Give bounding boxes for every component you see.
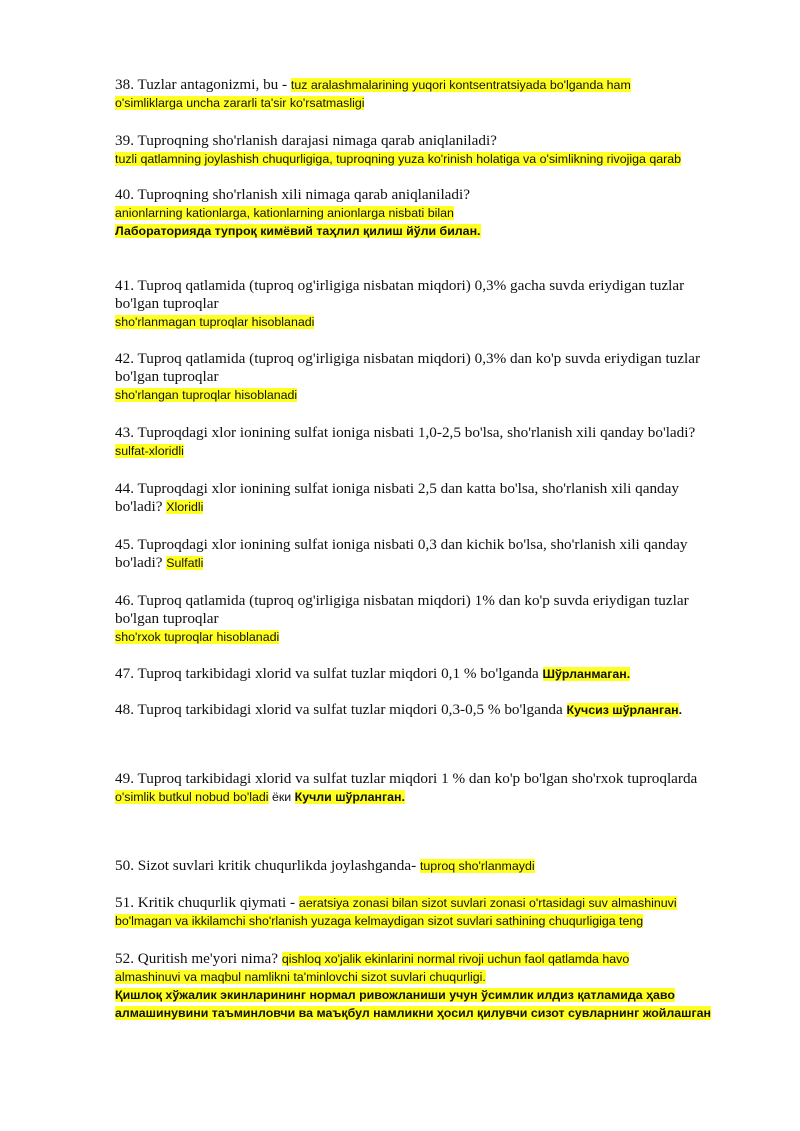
question-text: 48. Tuproq tarkibidagi xlorid va sulfat tuzlar miqdori 0,3-0,5 % bo'lganda — [115, 701, 567, 718]
answer-highlight: almashinuvi va maqbul namlikni ta'minlovchi sizot suvlari chuqurligi. — [115, 970, 486, 984]
question-text: bo'lgan tuproqlar — [115, 295, 219, 312]
question-43 — [115, 424, 745, 460]
answer-highlight: sulfat-xloridli — [115, 444, 184, 458]
answer-period: . — [678, 703, 683, 717]
question-46 — [115, 592, 745, 646]
question-44 — [115, 480, 745, 516]
question-text: 40. Tuproqning sho'rlanish xili nimaga qarab aniqlaniladi? — [115, 186, 470, 203]
answer-highlight: Sulfatli — [166, 556, 204, 570]
question-text: 38. Tuzlar antagonizmi, bu - — [115, 76, 291, 93]
answer-highlight-bold: Лабораторияда тупроқ кимёвий таҳлил қилиш йўли билан. — [115, 224, 481, 238]
question-39 — [115, 132, 745, 168]
answer-highlight: sho'rlangan tuproqlar hisoblanadi — [115, 388, 298, 402]
question-text: 39. Tuproqning sho'rlanish darajasi nimaga qarab aniqlaniladi? — [115, 132, 497, 149]
answer-highlight-bold: алмашинувини таъминловчи ва маъқбул намликни ҳосил қилувчи сизот сувларнинг жойлашган — [115, 1006, 712, 1020]
question-38 — [115, 76, 745, 112]
connector-text: ёки — [268, 790, 295, 804]
question-text: 50. Sizot suvlari kritik chuqurlikda joylashganda- — [115, 857, 420, 874]
answer-highlight-bold: Кучсиз шўрланган — [566, 703, 679, 717]
answer-highlight-bold: Кучли шўрланган. — [294, 790, 405, 804]
question-42 — [115, 350, 745, 404]
answer-highlight: tuproq sho'rlanmaydi — [419, 859, 535, 873]
answer-highlight: o'simliklarga uncha zararli ta'sir ko'rsatmasligi — [115, 96, 365, 110]
question-text: 47. Tuproq tarkibidagi xlorid va sulfat tuzlar miqdori 0,1 % bo'lganda — [115, 665, 543, 682]
question-47 — [115, 665, 745, 683]
answer-highlight: bo'lmagan va ikkilamchi sho'rlanish yuzaga kelmaydigan sizot suvlari sathining chuqurligiga teng — [115, 914, 644, 928]
question-text: bo'lgan tuproqlar — [115, 368, 219, 385]
question-text: 52. Quritish me'yori nima? — [115, 950, 282, 967]
answer-highlight: tuzli qatlamning joylashish chuqurligiga, tuproqning yuza ko'rinish holatiga va o'simlikning rivojiga qarab — [115, 152, 682, 166]
answer-highlight: qishloq xo'jalik ekinlarini normal rivoji uchun faol qatlamda havo — [281, 952, 630, 966]
question-52 — [115, 950, 745, 1022]
question-41 — [115, 277, 745, 331]
answer-highlight: o'simlik butkul nobud bo'ladi — [115, 790, 269, 804]
answer-highlight-bold: Шўрланмаган. — [542, 667, 631, 681]
question-text: 44. Tuproqdagi xlor ionining sulfat ioniga nisbati 2,5 dan katta bo'lsa, sho'rlanish xili qanday — [115, 480, 679, 497]
question-40 — [115, 186, 745, 240]
question-text: 41. Tuproq qatlamida (tuproq og'irligiga nisbatan miqdori) 0,3% gacha suvda eriydigan tuzlar — [115, 277, 685, 294]
answer-highlight: sho'rxok tuproqlar hisoblanadi — [115, 630, 280, 644]
question-text: bo'ladi? — [115, 554, 167, 571]
question-50 — [115, 857, 745, 875]
question-51 — [115, 894, 745, 930]
question-text: bo'lgan tuproqlar — [115, 610, 219, 627]
question-text: bo'ladi? — [115, 498, 167, 515]
answer-highlight: anionlarning kationlarga, kationlarning anionlarga nisbati bilan — [115, 206, 454, 220]
answer-highlight: aeratsiya zonasi bilan sizot suvlari zonasi o'rtasidagi suv almashinuvi — [298, 896, 677, 910]
question-text: 49. Tuproq tarkibidagi xlorid va sulfat tuzlar miqdori 1 % dan ko'p bo'lgan sho'rxok tuproqlarda — [115, 770, 698, 787]
answer-highlight: tuz aralashmalarining yuqori kontsentratsiyada bo'lganda ham — [290, 78, 631, 92]
question-text: 45. Tuproqdagi xlor ionining sulfat ioniga nisbati 0,3 dan kichik bo'lsa, sho'rlanish xili qanday — [115, 536, 688, 553]
answer-highlight-bold: Қишлоқ хўжалик экинларининг нормал ривожланиши учун ўсимлик илдиз қатламида ҳаво — [115, 988, 675, 1002]
question-45 — [115, 536, 745, 572]
question-49 — [115, 770, 745, 806]
question-48 — [115, 701, 745, 719]
question-text: 42. Tuproq qatlamida (tuproq og'irligiga nisbatan miqdori) 0,3% dan ko'p suvda eriydigan tuzlar — [115, 350, 701, 367]
answer-highlight: Xloridli — [166, 500, 204, 514]
answer-highlight: sho'rlanmagan tuproqlar hisoblanadi — [115, 315, 315, 329]
question-text: 51. Kritik chuqurlik qiymati - — [115, 894, 299, 911]
question-text: 46. Tuproq qatlamida (tuproq og'irligiga nisbatan miqdori) 1% dan ko'p suvda eriydigan tuzlar — [115, 592, 689, 609]
question-text: 43. Tuproqdagi xlor ionining sulfat ioniga nisbati 1,0-2,5 bo'lsa, sho'rlanish xili qanday bo'ladi? — [115, 424, 696, 441]
